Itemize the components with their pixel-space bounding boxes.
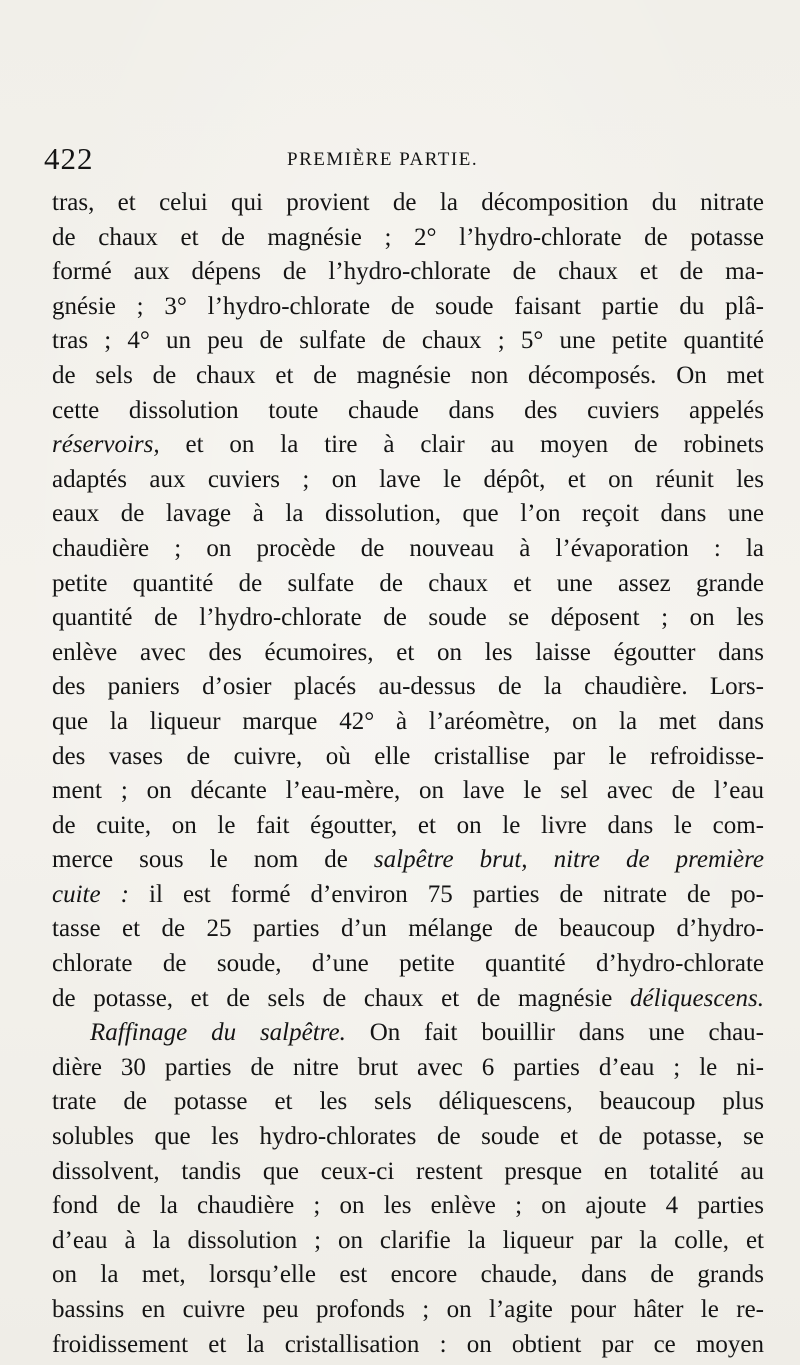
- text-line: [52, 1258, 764, 1293]
- text-line: [52, 843, 764, 878]
- text-line: [52, 982, 764, 1017]
- text-line: [52, 636, 764, 671]
- running-head: [44, 142, 760, 176]
- text-segment: adaptés aux cuviers ; on lave le dépôt, et on réunit les: [52, 465, 764, 493]
- text-line: [52, 497, 764, 532]
- text-line: [52, 324, 764, 359]
- text-line: [52, 670, 764, 705]
- text-line: [52, 428, 764, 463]
- italic-text: réservoirs,: [52, 431, 160, 459]
- text-segment: des paniers d’osier placés au-dessus de la chaudière. Lors-: [52, 673, 764, 701]
- text-segment: trate de potasse et les sels déliquescens, beaucoup plus: [52, 1088, 764, 1116]
- text-line: [52, 394, 764, 429]
- text-segment: eaux de lavage à la dissolution, que l’on reçoit dans une: [52, 500, 764, 528]
- text-segment: il est formé d’environ 75 parties de nitrate de po-: [128, 880, 764, 908]
- text-segment: merce sous le nom de: [52, 846, 374, 874]
- text-segment: et on la tire à clair au moyen de robinets: [159, 431, 764, 459]
- text-segment: chaudière ; on procède de nouveau à l’évaporation : la: [52, 534, 764, 562]
- text-segment: de sels de chaux et de magnésie non décomposés. On met: [52, 361, 764, 389]
- text-line: [52, 1293, 764, 1328]
- text-line: [52, 740, 764, 775]
- text-line: [52, 290, 764, 325]
- text-segment: tasse et de 25 parties d’un mélange de beaucoup d’hydro-: [52, 915, 764, 943]
- text-segment: fond de la chaudière ; on les enlève ; on ajoute 4 parties: [52, 1192, 764, 1220]
- text-segment: bassins en cuivre peu profonds ; on l’agite pour hâter le re-: [52, 1296, 764, 1323]
- text-line: [52, 1155, 764, 1190]
- text-line: [52, 809, 764, 844]
- text-segment: enlève avec des écumoires, et on les laisse égoutter dans: [52, 638, 764, 666]
- text-line: [52, 912, 764, 947]
- text-line: [52, 601, 764, 636]
- text-line: [52, 186, 764, 221]
- text-line: [52, 567, 764, 602]
- text-segment: cette dissolution toute chaude dans des cuviers appelés: [52, 396, 764, 424]
- text-segment: que la liqueur marque 42° à l’aréomètre, on la met dans: [52, 707, 764, 735]
- italic-text: déliquescens.: [630, 984, 764, 1012]
- text-segment: de chaux et de magnésie ; 2° l’hydro-chlorate de potasse: [52, 223, 764, 251]
- text-segment: solubles que les hydro-chlorates de soude et de potasse, se: [52, 1123, 764, 1151]
- text-line: [52, 878, 764, 913]
- italic-text: cuite :: [52, 880, 129, 908]
- text-line: [52, 1189, 764, 1224]
- text-segment: tras, et celui qui provient de la décomposition du nitrate: [52, 189, 764, 216]
- text-line: [52, 1051, 764, 1086]
- text-line: [52, 255, 764, 290]
- text-line: [52, 774, 764, 809]
- text-line: [52, 1328, 764, 1363]
- text-segment: chlorate de soude, d’une petite quantité d’hydro-chlorate: [52, 950, 764, 978]
- text-line: [52, 532, 764, 567]
- text-segment: formé aux dépens de l’hydro-chlorate de chaux et de ma-: [52, 258, 764, 286]
- text-segment: petite quantité de sulfate de chaux et une assez grande: [52, 569, 764, 597]
- text-segment: de potasse, et de sels de chaux et de magnésie: [52, 984, 631, 1012]
- text-line: [52, 1224, 764, 1259]
- text-segment: On fait bouillir dans une chau-: [345, 1019, 764, 1047]
- text-line: [52, 1120, 764, 1155]
- text-line: [52, 705, 764, 740]
- text-segment: dissolvent, tandis que ceux-ci restent presque en totalité au: [52, 1157, 764, 1185]
- text-line: [52, 359, 764, 394]
- text-segment: quantité de l’hydro-chlorate de soude se déposent ; on les: [52, 604, 764, 632]
- text-segment: dière 30 parties de nitre brut avec 6 parties d’eau ; le ni-: [52, 1053, 764, 1081]
- text-segment: ment ; on décante l’eau-mère, on lave le sel avec de l’eau: [52, 777, 764, 805]
- text-segment: tras ; 4° un peu de sulfate de chaux ; 5° une petite quantité: [52, 327, 764, 355]
- text-line: [52, 463, 764, 498]
- text-segment: de cuite, on le fait égoutter, et on le livre dans le com-: [52, 811, 764, 839]
- text-segment: froidissement et la cristallisation : on obtient par ce moyen: [52, 1330, 764, 1358]
- text-line: [52, 947, 764, 982]
- text-segment: gnésie ; 3° l’hydro-chlorate de soude faisant partie du plâ-: [52, 292, 764, 320]
- text-line: [52, 1085, 764, 1120]
- page-number: 422: [44, 141, 94, 176]
- text-segment: des vases de cuivre, où elle cristallise par le refroidisse-: [52, 742, 764, 770]
- italic-text: Raffinage du salpêtre.: [90, 1019, 346, 1047]
- italic-text: salpêtre brut, nitre de première: [373, 846, 764, 874]
- body-text: [52, 186, 764, 1362]
- text-line: [52, 221, 764, 256]
- text-segment: d’eau à la dissolution ; on clarifie la liqueur par la colle, et: [52, 1226, 764, 1254]
- text-line: [52, 1016, 764, 1051]
- section-title: PREMIÈRE PARTIE.: [287, 149, 479, 170]
- text-segment: on la met, lorsqu’elle est encore chaude, dans de grands: [52, 1261, 764, 1289]
